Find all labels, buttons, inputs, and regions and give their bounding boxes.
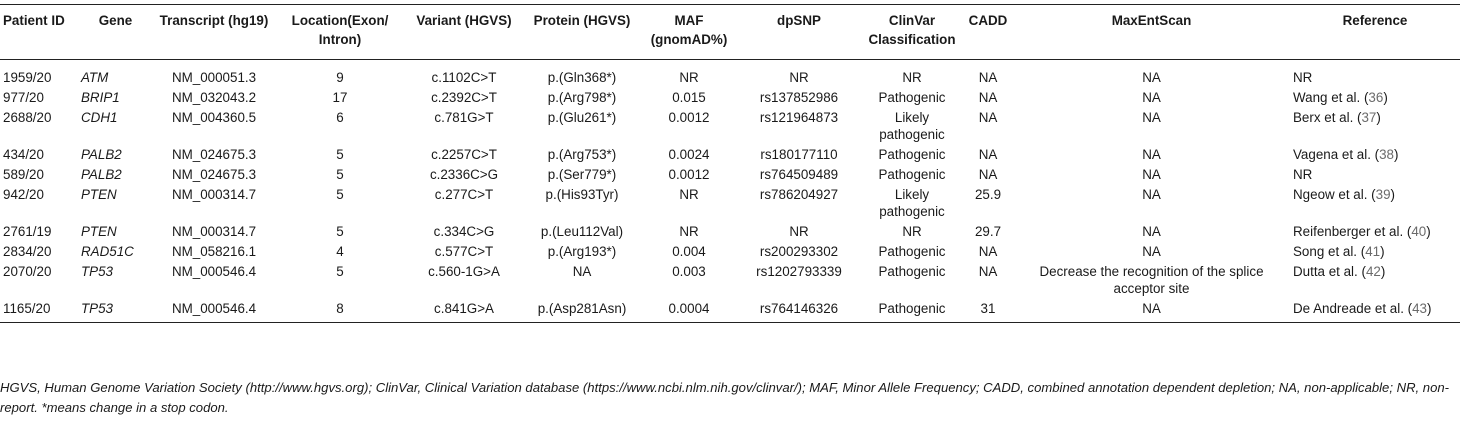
- table-row: [0, 186, 1460, 223]
- table-row: [0, 166, 1460, 186]
- cell-variant: c.277C>T: [434, 187, 494, 202]
- cell-clinvar: Pathogenic: [878, 90, 946, 105]
- cell-transcript: NM_024675.3: [171, 147, 257, 162]
- cell-patient: 434/20: [3, 147, 44, 162]
- cell-gene: PALB2: [81, 147, 122, 162]
- reference-link[interactable]: 42: [1365, 264, 1381, 279]
- reference-text: Dutta et al. (: [1293, 264, 1366, 279]
- cell-clinvar: Pathogenic: [878, 167, 946, 182]
- header-row: [0, 5, 1460, 60]
- header-patient-id: Patient ID: [3, 13, 65, 28]
- cell-clinvar: NR: [902, 70, 922, 85]
- header-clinvar: ClinVar Classification: [868, 13, 956, 47]
- cell-clinvar: Pathogenic: [878, 244, 946, 259]
- reference-close: ): [1426, 224, 1431, 239]
- cell-clinvar: Pathogenic: [878, 147, 946, 162]
- cell-dbsnp: NR: [789, 224, 809, 239]
- cell-variant: c.841G>A: [434, 301, 494, 316]
- cell-location: 17: [332, 90, 348, 105]
- cell-protein: p.(Asp281Asn): [537, 301, 627, 316]
- reference-link[interactable]: 41: [1365, 244, 1381, 259]
- cell-maf: NR: [679, 187, 699, 202]
- cell-variant: c.560-1G>A: [428, 264, 500, 279]
- cell-cadd: NA: [978, 147, 998, 162]
- cell-maf: 0.004: [672, 244, 706, 259]
- cell-cadd: 31: [980, 301, 996, 316]
- table-row: [0, 223, 1460, 243]
- cell-transcript: NM_058216.1: [171, 244, 257, 259]
- cell-maf: NR: [679, 224, 699, 239]
- table-row: [0, 263, 1460, 300]
- reference-text: Reifenberger et al. (: [1293, 224, 1412, 239]
- cell-protein: p.(Glu261*): [547, 110, 617, 125]
- table-footnote: HGVS, Human Genome Variation Society (http://www.hgvs.org); ClinVar, Clinical Variation database (https://www.ncbi.nlm.nih.gov/clinvar/); MAF, Minor Allele Frequency; CADD, combined annotation dependent depletion; NA, non-applicable; NR, non-report. *means change in a stop codon.: [0, 380, 1450, 415]
- cell-dbsnp: rs180177110: [760, 147, 838, 162]
- reference-link[interactable]: 43: [1412, 301, 1428, 316]
- cell-patient: 1959/20: [3, 70, 52, 85]
- cell-patient: 2761/19: [3, 224, 52, 239]
- cell-dbsnp: rs1202793339: [756, 264, 842, 279]
- cell-gene: TP53: [81, 264, 114, 279]
- cell-cadd: NA: [978, 244, 998, 259]
- cell-variant: c.577C>T: [434, 244, 494, 259]
- cell-maf: 0.003: [672, 264, 706, 279]
- cell-patient: 589/20: [3, 167, 44, 182]
- cell-variant: c.781G>T: [434, 110, 494, 125]
- cell-clinvar: Pathogenic: [878, 264, 946, 279]
- cell-cadd: NA: [978, 90, 998, 105]
- reference-close: ): [1380, 244, 1385, 259]
- cell-location: 5: [336, 167, 344, 182]
- cell-patient: 942/20: [3, 187, 44, 202]
- header-transcript: Transcript (hg19): [159, 13, 269, 28]
- cell-reference: [1290, 243, 1460, 263]
- header-maf: MAF (gnomAD%): [650, 13, 728, 47]
- reference-close: ): [1383, 90, 1388, 105]
- cell-reference: [1290, 166, 1460, 186]
- cell-protein: p.(Ser779*): [547, 167, 617, 182]
- cell-variant: c.2336C>G: [429, 167, 499, 182]
- cell-gene: BRIP1: [81, 90, 120, 105]
- cell-gene: ATM: [81, 70, 109, 85]
- header-protein: Protein (HGVS): [533, 13, 631, 28]
- cell-variant: c.334C>G: [433, 224, 495, 239]
- cell-transcript: NM_024675.3: [171, 167, 257, 182]
- cell-maxent: NA: [1142, 244, 1161, 259]
- cell-cadd: 29.7: [974, 224, 1002, 239]
- cell-protein: NA: [572, 264, 592, 279]
- cell-reference: [1290, 89, 1460, 109]
- cell-gene: PTEN: [81, 224, 117, 239]
- cell-maxent: NA: [1142, 301, 1161, 316]
- cell-transcript: NM_032043.2: [171, 90, 257, 105]
- cell-reference: [1290, 186, 1460, 223]
- cell-reference: [1290, 300, 1460, 323]
- cell-maf: 0.0004: [668, 301, 710, 316]
- cell-gene: RAD51C: [81, 244, 134, 259]
- cell-maf: 0.0012: [668, 110, 710, 125]
- header-reference: Reference: [1342, 13, 1408, 28]
- cell-dbsnp: NR: [789, 70, 809, 85]
- header-maxentscan: MaxEntScan: [1111, 13, 1192, 28]
- cell-cadd: NA: [978, 110, 998, 125]
- cell-maxent: NA: [1142, 90, 1161, 105]
- header-cadd: CADD: [968, 13, 1008, 28]
- cell-patient: 2834/20: [3, 244, 52, 259]
- cell-location: 9: [336, 70, 344, 85]
- reference-text: NR: [1293, 167, 1313, 182]
- header-dbsnp: dpSNP: [777, 13, 821, 28]
- cell-dbsnp: rs200293302: [759, 244, 839, 259]
- table-header: [0, 5, 1460, 60]
- variant-table: [0, 4, 1460, 323]
- cell-transcript: NM_000051.3: [171, 70, 257, 85]
- table-row: [0, 89, 1460, 109]
- cell-maf: NR: [679, 70, 699, 85]
- cell-location: 8: [336, 301, 344, 316]
- cell-cadd: 25.9: [974, 187, 1002, 202]
- cell-protein: p.(Arg798*): [547, 90, 617, 105]
- reference-link[interactable]: 37: [1361, 110, 1377, 125]
- cell-transcript: NM_004360.5: [171, 110, 257, 125]
- cell-maxent: NA: [1142, 167, 1161, 182]
- cell-clinvar: NR: [902, 224, 922, 239]
- cell-maf: 0.015: [672, 90, 706, 105]
- cell-transcript: NM_000546.4: [171, 301, 257, 316]
- cell-dbsnp: rs764509489: [759, 167, 839, 182]
- reference-text: Vagena et al. (: [1293, 147, 1380, 162]
- cell-reference: [1290, 146, 1460, 166]
- reference-text: De Andreade et al. (: [1293, 301, 1413, 316]
- reference-text: Ngeow et al. (: [1293, 187, 1376, 202]
- reference-link[interactable]: 40: [1411, 224, 1427, 239]
- cell-variant: c.1102C>T: [431, 70, 497, 85]
- cell-maxent: NA: [1142, 110, 1161, 125]
- reference-link[interactable]: 36: [1368, 90, 1384, 105]
- cell-clinvar: Pathogenic: [878, 301, 946, 316]
- cell-dbsnp: rs137852986: [759, 90, 839, 105]
- reference-close: ): [1390, 187, 1395, 202]
- cell-reference: [1290, 109, 1460, 146]
- cell-reference: [1290, 263, 1460, 300]
- reference-text: Berx et al. (: [1293, 110, 1362, 125]
- cell-patient: 2070/20: [3, 264, 52, 279]
- table-body: [0, 60, 1460, 323]
- cell-gene: CDH1: [81, 110, 118, 125]
- cell-dbsnp: rs786204927: [759, 187, 839, 202]
- table-row: [0, 146, 1460, 166]
- reference-link[interactable]: 38: [1379, 147, 1395, 162]
- cell-maf: 0.0024: [668, 147, 710, 162]
- cell-protein: p.(Leu112Val): [540, 224, 624, 239]
- cell-maxent: NA: [1142, 224, 1161, 239]
- cell-gene: TP53: [81, 301, 114, 316]
- cell-maxent: NA: [1142, 70, 1161, 85]
- cell-location: 5: [336, 187, 344, 202]
- cell-patient: 1165/20: [3, 301, 51, 316]
- cell-location: 5: [336, 224, 344, 239]
- reference-link[interactable]: 39: [1375, 187, 1391, 202]
- header-gene: Gene: [98, 13, 133, 28]
- cell-dbsnp: rs764146326: [759, 301, 839, 316]
- cell-maxent: NA: [1142, 187, 1161, 202]
- cell-transcript: NM_000314.7: [171, 224, 257, 239]
- cell-reference: [1290, 60, 1460, 90]
- cell-transcript: NM_000546.4: [171, 264, 257, 279]
- reference-close: ): [1427, 301, 1432, 316]
- table-row: [0, 109, 1460, 146]
- cell-location: 6: [336, 110, 344, 125]
- cell-patient: 2688/20: [3, 110, 52, 125]
- cell-maxent: NA: [1142, 147, 1161, 162]
- cell-protein: p.(Arg753*): [547, 147, 617, 162]
- header-variant: Variant (HGVS): [416, 13, 512, 28]
- cell-cadd: NA: [978, 264, 998, 279]
- table-row: [0, 60, 1460, 90]
- header-location: Location(Exon/ Intron): [291, 13, 389, 47]
- cell-variant: c.2392C>T: [431, 90, 497, 105]
- table-row: [0, 300, 1460, 323]
- cell-cadd: NA: [978, 70, 998, 85]
- cell-clinvar: Likely pathogenic: [879, 110, 945, 142]
- cell-protein: p.(Gln368*): [547, 70, 617, 85]
- reference-text: NR: [1293, 70, 1313, 85]
- cell-location: 5: [336, 147, 344, 162]
- cell-location: 4: [336, 244, 344, 259]
- cell-patient: 977/20: [3, 90, 44, 105]
- cell-cadd: NA: [978, 167, 998, 182]
- reference-close: ): [1380, 264, 1386, 279]
- cell-clinvar: Likely pathogenic: [879, 187, 945, 219]
- cell-variant: c.2257C>T: [431, 147, 497, 162]
- cell-maf: 0.0012: [668, 167, 710, 182]
- reference-close: ): [1394, 147, 1399, 162]
- table-row: [0, 243, 1460, 263]
- cell-dbsnp: rs121964873: [759, 110, 839, 125]
- cell-gene: PALB2: [81, 167, 122, 182]
- cell-protein: p.(His93Tyr): [545, 187, 619, 202]
- reference-close: ): [1376, 110, 1381, 125]
- reference-text: Song et al. (: [1293, 244, 1366, 259]
- reference-text: Wang et al. (: [1293, 90, 1369, 105]
- variant-table-container: [0, 4, 1460, 323]
- cell-transcript: NM_000314.7: [171, 187, 257, 202]
- cell-maxent: Decrease the recognition of the splice acceptor site: [1039, 264, 1264, 296]
- cell-gene: PTEN: [81, 187, 117, 202]
- cell-reference: [1290, 223, 1460, 243]
- cell-location: 5: [336, 264, 344, 279]
- cell-protein: p.(Arg193*): [547, 244, 617, 259]
